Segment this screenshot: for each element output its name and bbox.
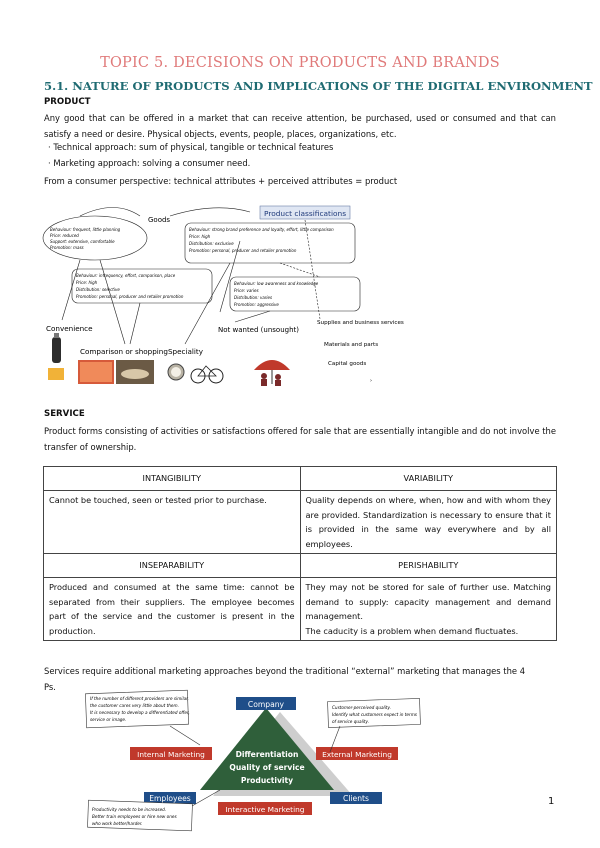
note-right-3: of service quality. xyxy=(332,719,370,724)
industrial-capital: Capital goods xyxy=(328,361,367,367)
marketing-text-ps: Ps. xyxy=(44,682,56,692)
industrial-supplies: Supplies and business services xyxy=(317,320,404,326)
classification-title: Product classifications xyxy=(264,209,347,218)
employees-label: Employees xyxy=(149,794,191,803)
product-definition: Any good that can be offered in a market that can receive attention, be purchased, used or consumed and that can satisfy a need or desire. Physical objects, events, people, places, organizations, etc. xyxy=(44,113,556,139)
svg-text:Behaviour: low awareness and k: Behaviour: low awareness and knowledge xyxy=(234,281,319,286)
bullet-marketing: · Marketing approach: solving a consumer need. xyxy=(48,158,251,168)
note-bottom-1: Productivity needs to be increased. xyxy=(92,807,167,812)
perishability-cell: They may not be stored for sale of further use. Matching demand to supply: capacity management and demand management. The caducity is a problem when demand fluctuates. xyxy=(300,578,557,641)
section-heading: 5.1. NATURE OF PRODUCTS AND IMPLICATIONS OF THE DIGITAL ENVIRONMENT xyxy=(44,79,593,93)
service-heading: SERVICE xyxy=(44,409,85,419)
svg-text:Distribution: selective: Distribution: selective xyxy=(76,287,120,292)
bullet-technical: · Technical approach: sum of physical, tangible or technical features xyxy=(48,142,334,152)
inseparability-cell: Produced and consumed at the same time: cannot be separated from their suppliers. The employee becomes part of the service and the customer is present in the production. xyxy=(44,578,301,641)
svg-text:Price: high: Price: high xyxy=(76,280,98,285)
note-left-1: If the number of different providers are similar, xyxy=(90,696,189,701)
company-label: Company xyxy=(247,700,285,709)
note-left-4: service or image. xyxy=(90,717,127,722)
note-left-3: It is necessary to develop a differentiated offer, xyxy=(90,710,190,715)
internal-marketing-label: Internal Marketing xyxy=(137,750,205,759)
svg-text:Price: reduced: Price: reduced xyxy=(50,233,79,238)
svg-text:Behaviour: infrequency, effort: Behaviour: infrequency, effort, comparison, place xyxy=(76,273,176,278)
page-number: 1 xyxy=(548,796,555,807)
svg-text:Price: varies: Price: varies xyxy=(234,288,259,293)
service-definition: Product forms consisting of activities or satisfactions offered for sale that are essentially intangible and do not involve the transfer of ownership. xyxy=(44,426,557,452)
svg-text:Behaviour: strong brand prefer: Behaviour: strong brand preference and loyalty, effort, little comparison xyxy=(189,227,334,232)
clients-label: Clients xyxy=(343,794,369,803)
center-differentiation: Differentiation xyxy=(235,750,299,759)
variability-header: VARIABILITY xyxy=(300,467,557,491)
svg-text:›: › xyxy=(370,378,372,384)
consumer-perspective: From a consumer perspective: technical attributes + perceived attributes = product xyxy=(44,176,398,186)
product-heading: PRODUCT xyxy=(44,97,91,107)
shopping-label: Comparison or shopping xyxy=(80,347,168,356)
svg-text:Promotion: personal, producer: Promotion: personal, producer and retailer promotion xyxy=(76,294,184,299)
note-bottom-2: Better train employees or hire new ones xyxy=(92,814,177,819)
svg-text:Distribution: exclusive: Distribution: exclusive xyxy=(189,241,234,246)
svg-text:Support: extensive, comfortabl: Support: extensive, comfortable xyxy=(50,239,115,244)
interactive-marketing-label: Interactive Marketing xyxy=(225,805,305,814)
marketing-text: Services require additional marketing approaches beyond the traditional “external” marketing that manages the 4 xyxy=(44,666,526,676)
svg-text:Price: high: Price: high xyxy=(189,234,211,239)
industrial-materials: Materials and parts xyxy=(324,342,379,348)
variability-cell: Quality depends on where, when, how and with whom they are provided. Standardization is necessary to ensure that it is provided in the same way everywhere and by all employees. xyxy=(300,491,557,554)
note-bottom-3: who work better/harder. xyxy=(92,821,143,826)
intangibility-header: INTANGIBILITY xyxy=(44,467,301,491)
svg-text:Promotion: personal, producer: Promotion: personal, producer and retailer promotion xyxy=(189,248,297,253)
external-marketing-label: External Marketing xyxy=(322,750,392,759)
convenience-label: Convenience xyxy=(46,324,93,333)
unsought-label: Not wanted (unsought) xyxy=(218,326,299,334)
note-right-2: Identify what customers expect in terms xyxy=(332,712,417,717)
note-left-2: the customer cares very little about them. xyxy=(90,703,179,708)
svg-text:Promotion: aggressive: Promotion: aggressive xyxy=(234,302,279,307)
svg-text:Behaviour: frequent, little pl: Behaviour: frequent, little planning xyxy=(50,227,121,232)
center-quality: Quality of service xyxy=(229,763,305,772)
note-right-1: Customer-perceived quality. xyxy=(332,705,391,710)
svg-text:Distribution: varies: Distribution: varies xyxy=(234,295,273,300)
speciality-label: Speciality xyxy=(168,347,203,356)
page-title: TOPIC 5. DECISIONS ON PRODUCTS AND BRANDS xyxy=(100,55,500,71)
perishability-header: PERISHABILITY xyxy=(300,554,557,578)
center-productivity: Productivity xyxy=(240,776,294,785)
inseparability-header: INSEPARABILITY xyxy=(44,554,301,578)
goods-label: Goods xyxy=(148,216,171,224)
svg-text:Promotion: mass: Promotion: mass xyxy=(50,245,84,250)
intangibility-cell: Cannot be touched, seen or tested prior to purchase. xyxy=(44,491,301,554)
